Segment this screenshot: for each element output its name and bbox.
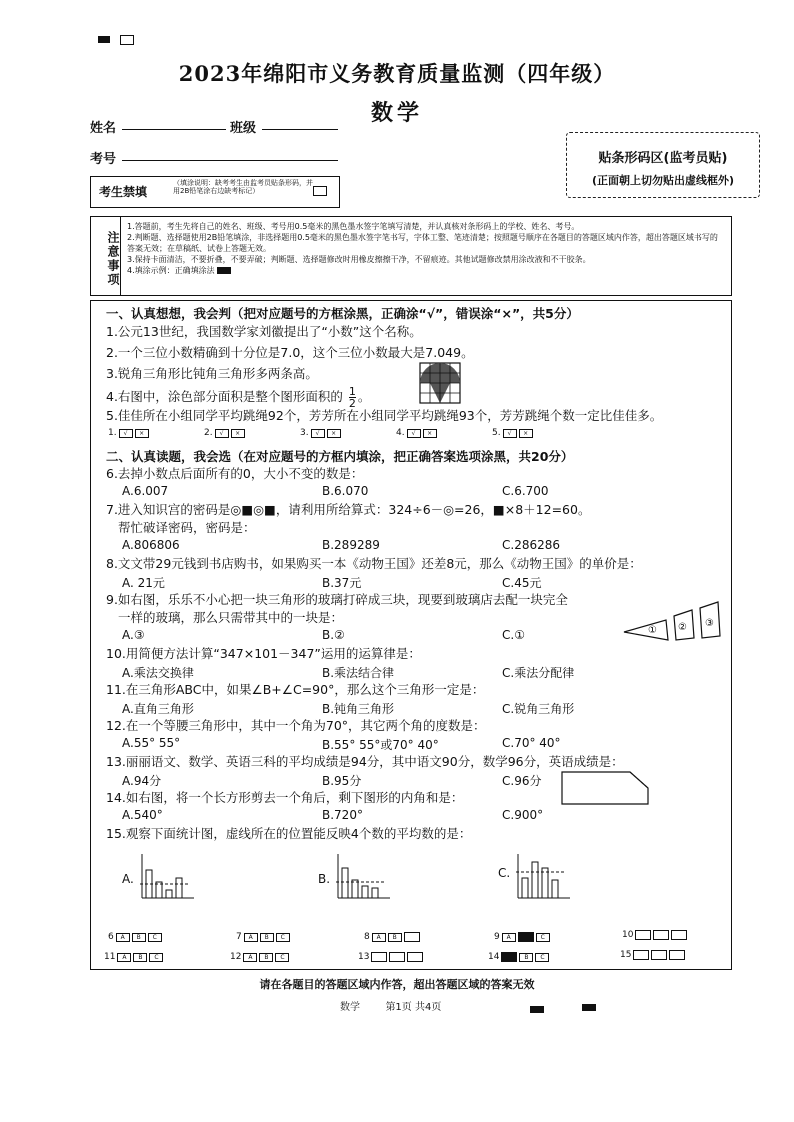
answer-4[interactable]: 4. √ ×	[396, 428, 437, 438]
forbidden-box	[90, 176, 340, 208]
option: A.	[122, 872, 134, 886]
section2-heading: 二、认真读题，我会选（在对应题号的方框内填涂，把正确答案选项涂黑，共20分）	[106, 449, 574, 464]
name-field[interactable]	[122, 115, 226, 130]
answer-15[interactable]: 15	[620, 950, 685, 960]
answer-1[interactable]: 1. √ ×	[108, 428, 149, 438]
notice-side-label: 注意事项	[91, 217, 121, 295]
question-8: 8.文文带29元钱到书店购书，如果购买一本《动物王国》还差8元，那么《动物王国》的单价是：	[106, 556, 642, 571]
option: C.6.700	[502, 484, 549, 498]
answer-10[interactable]: 10	[622, 930, 687, 940]
option: B.乘法结合律	[322, 666, 395, 680]
option: A.94分	[122, 774, 162, 788]
question-5: 5.佳佳所在小组同学平均跳绳92个，芳芳所在小组同学平均跳绳93个，芳芳跳绳个数一定比佳佳多。	[106, 408, 663, 423]
answer-11[interactable]: 11 A B C	[104, 952, 163, 962]
notice-item: 1.答题前，考生先将自己的姓名、班级、考号用0.5毫米的黑色墨水签字笔填写清楚，并认真核对条形码上的学校、姓名、考号。	[127, 222, 580, 231]
q14-figure	[560, 770, 650, 806]
question-10: 10.用简便方法计算“347×101－347”运用的运算律是：	[106, 646, 421, 661]
subject-title: 数学	[370, 100, 423, 126]
q15-chart-b	[332, 852, 392, 902]
question-4: 4.右图中，涂色部分面积是整个图形面积的 $\frac{1}{2}$ 。	[106, 385, 371, 410]
exam-no-field[interactable]	[122, 146, 338, 161]
answer-2[interactable]: 2. √ ×	[204, 428, 245, 438]
answer-13[interactable]: 13	[358, 952, 423, 962]
q15-chart-a	[136, 852, 196, 902]
answer-6[interactable]: 6 A B C	[108, 932, 162, 942]
q15-chart-c	[512, 852, 572, 902]
barcode-note: (正面朝上切勿贴出虚线框外)	[591, 174, 735, 187]
answer-7[interactable]: 7 A B C	[236, 932, 290, 942]
notice-item: 2.判断题、选择题使用2B铅笔填涂，非选择题用0.5毫米的黑色墨水签字笔书写，字体工整、笔迹清楚；按照题号顺序在各题目的答题区域内作答，超出答题区域书写的答案无效；在草稿纸、试卷上答题无效。	[127, 233, 718, 253]
answer-14[interactable]: 14 B C	[488, 952, 549, 962]
class-label: 班级	[230, 121, 257, 136]
section1-heading: 一、认真想想，我会判（把对应题号的方框涂黑，正确涂“√”，错误涂“×”，共5分）	[106, 306, 579, 321]
option: A. 21元	[122, 576, 165, 590]
option: A.55° 55°	[122, 736, 181, 750]
option: C.96分	[502, 774, 542, 788]
option: C.锐角三角形	[502, 702, 575, 716]
question-6: 6.去掉小数点后面所有的0，大小不变的数是：	[106, 466, 364, 481]
option: C.①	[502, 628, 525, 642]
option: A.直角三角形	[122, 702, 194, 716]
option: A.540°	[122, 808, 163, 822]
absent-mark-box[interactable]	[313, 186, 327, 196]
option: B.	[318, 872, 331, 886]
question-9-cont: 一样的玻璃，那么只需带其中的一块是：	[118, 610, 344, 625]
option: A.806806	[122, 538, 180, 552]
answer-8[interactable]: 8 A B	[364, 932, 420, 942]
question-15: 15.观察下面统计图，虚线所在的位置能反映4个数的平均数的是：	[106, 826, 472, 841]
page-info: 数学 第1页 共4页	[340, 1002, 442, 1013]
answer-3[interactable]: 3. √ ×	[300, 428, 341, 438]
option: C.45元	[502, 576, 542, 590]
answer-9[interactable]: 9 A C	[494, 932, 550, 942]
footer-warning: 请在各题目的答题区域内作答，超出答题区域的答案无效	[259, 978, 535, 991]
option: B.钝角三角形	[322, 702, 395, 716]
option: B.②	[322, 628, 345, 642]
question-14: 14.如右图，将一个长方形剪去一个角后，剩下图形的内角和是：	[106, 790, 464, 805]
option: A.③	[122, 628, 145, 642]
barcode-area	[566, 132, 760, 198]
class-field[interactable]	[262, 115, 338, 130]
filled-example	[217, 267, 231, 274]
option: B.95分	[322, 774, 362, 788]
question-12: 12.在一个等腰三角形中，其中一个角为70°，其它两个角的度数是：	[106, 718, 486, 733]
fraction-denominator: 2	[348, 397, 356, 410]
glass-piece-2: ②	[678, 622, 687, 633]
question-2: 2.一个三位小数精确到十分位是7.0，这个三位小数最大是7.049。	[106, 345, 474, 360]
option: B.37元	[322, 576, 362, 590]
forbidden-note: （填涂说明：缺考考生由监考员贴条形码，并用2B铅笔涂右边缺考标记）	[173, 179, 313, 195]
notice-item: 4.填涂示例：正确填涂法	[127, 265, 725, 276]
option: B.720°	[322, 808, 363, 822]
question-7: 7.进入知识宫的密码是◎■◎■，请利用所给算式：324÷6－◎=26，■×8＋12=60。	[106, 502, 591, 517]
page-title: 2023年绵阳市义务教育质量监测（四年级）	[178, 61, 616, 86]
question-11: 11.在三角形ABC中，如果∠B+∠C=90°，那么这个三角形一定是：	[106, 682, 485, 697]
option: C.286286	[502, 538, 561, 552]
question-13: 13.丽丽语文、数学、英语三科的平均成绩是94分，其中语文90分，数学96分，英语成绩是：	[106, 754, 624, 769]
answer-12[interactable]: 12 A B C	[230, 952, 289, 962]
corner-mark	[120, 35, 134, 45]
glass-piece-3: ③	[705, 618, 714, 629]
answer-5[interactable]: 5. √ ×	[492, 428, 533, 438]
q4-figure	[416, 361, 464, 405]
option: B.55° 55°或70° 40°	[322, 738, 439, 752]
notice-box	[90, 216, 732, 296]
notice-item: 3.保持卡面清洁，不要折叠，不要弄破；判断题、选择题修改时用橡皮擦擦干净，不留痕迹。其他试题修改禁用涂改液和不干胶条。	[127, 255, 591, 264]
notice-body	[127, 221, 725, 276]
question-1: 1.公元13世纪，我国数学家刘徽提出了“小数”这个名称。	[106, 324, 422, 339]
q9-figure	[622, 600, 722, 644]
barcode-title: 贴条形码区(监考员贴)	[598, 151, 728, 166]
question-7-cont: 帮忙破译密码，密码是：	[118, 520, 256, 535]
option: C.	[498, 866, 511, 880]
question-3: 3.锐角三角形比钝角三角形多两条高。	[106, 366, 318, 381]
question-9: 9.如右图，乐乐不小心把一块三角形的玻璃打碎成三块，现要到玻璃店去配一块完全	[106, 592, 568, 607]
option: C.900°	[502, 808, 544, 822]
corner-mark	[98, 36, 110, 43]
exam-no-label: 考号	[90, 152, 117, 167]
footer-mark	[582, 1004, 596, 1011]
footer-mark	[530, 1006, 544, 1013]
glass-piece-1: ①	[648, 625, 657, 636]
option: C.70° 40°	[502, 736, 561, 750]
forbidden-label: 考生禁填	[99, 185, 148, 199]
option: B.6.070	[322, 484, 369, 498]
name-label: 姓名	[90, 121, 117, 136]
option: B.289289	[322, 538, 380, 552]
option: A.乘法交换律	[122, 666, 194, 680]
option: C.乘法分配律	[502, 666, 575, 680]
fraction-numerator: 1	[348, 385, 356, 398]
option: A.6.007	[122, 484, 169, 498]
